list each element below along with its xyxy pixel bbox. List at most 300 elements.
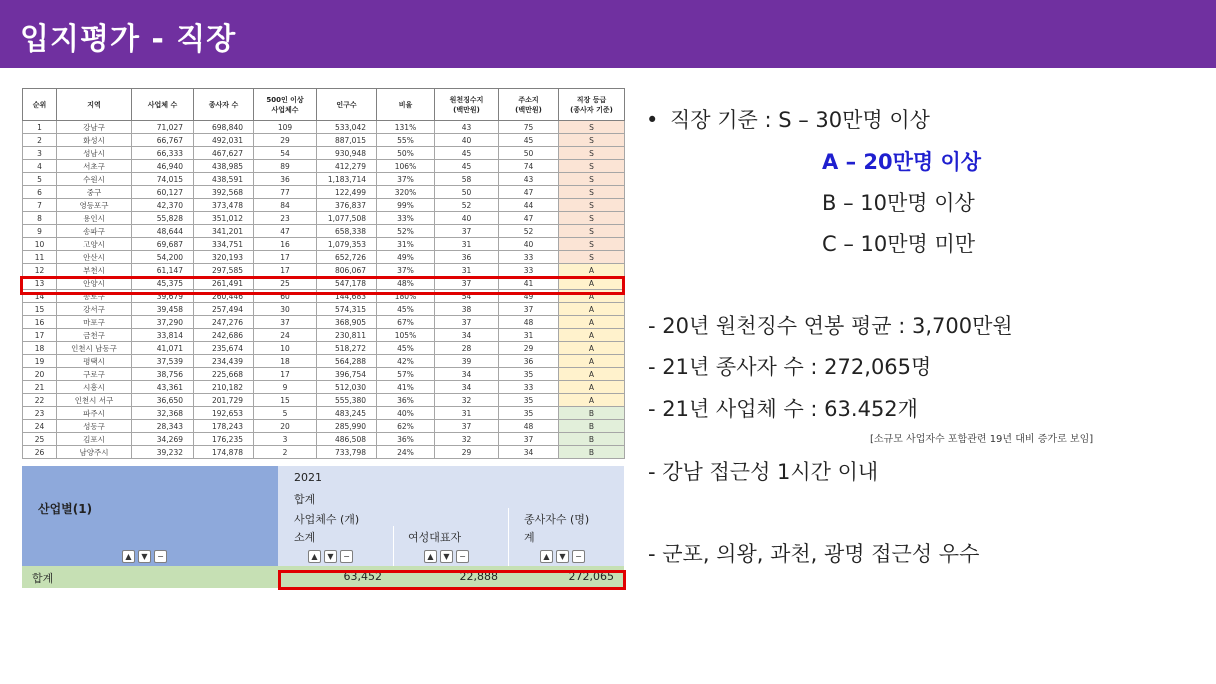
table-cell: A	[559, 342, 625, 355]
table-row	[23, 134, 625, 147]
chevron-down-icon[interactable]: ▼	[324, 550, 337, 563]
table-row	[23, 329, 625, 342]
table-cell: 45%	[377, 303, 435, 316]
table-cell: 김포시	[57, 433, 132, 446]
table-cell: 남양주시	[57, 446, 132, 459]
table-cell: 351,012	[194, 212, 254, 225]
table-cell: A	[559, 329, 625, 342]
table-cell: 57%	[377, 368, 435, 381]
table-cell: 4	[23, 160, 57, 173]
table-row	[23, 381, 625, 394]
table-cell: S	[559, 225, 625, 238]
table-cell: 109	[254, 121, 317, 134]
grade-a-text: A – 20만명 이상	[822, 150, 982, 174]
table-cell: 341,201	[194, 225, 254, 238]
table-cell: 60	[254, 290, 317, 303]
table-cell: 36	[499, 355, 559, 368]
table-cell: 225,668	[194, 368, 254, 381]
table-cell: 5	[254, 407, 317, 420]
table-cell: 28,343	[132, 420, 194, 433]
table-cell: 144,683	[317, 290, 377, 303]
pivot-total-header: 합계	[294, 493, 316, 506]
table-cell: 698,840	[194, 121, 254, 134]
table-cell: 안산시	[57, 251, 132, 264]
table-cell: S	[559, 199, 625, 212]
table-cell: 396,754	[317, 368, 377, 381]
table-cell: 39,679	[132, 290, 194, 303]
ranking-header-row	[23, 89, 625, 121]
table-cell: 483,245	[317, 407, 377, 420]
table-cell: 20	[23, 368, 57, 381]
table-cell: 122,499	[317, 186, 377, 199]
table-cell: 247,276	[194, 316, 254, 329]
column-header: 사업체 수	[132, 89, 194, 121]
table-row	[23, 394, 625, 407]
table-cell: 성동구	[57, 420, 132, 433]
table-cell: 320%	[377, 186, 435, 199]
table-cell: 강남구	[57, 121, 132, 134]
table-cell: 512,030	[317, 381, 377, 394]
table-cell: 74,015	[132, 173, 194, 186]
table-cell: 45,375	[132, 277, 194, 290]
table-cell: S	[559, 134, 625, 147]
table-cell: 58	[435, 173, 499, 186]
table-cell: 30	[254, 303, 317, 316]
column-header: 지역	[57, 89, 132, 121]
table-cell: 35	[499, 394, 559, 407]
table-cell: 285,990	[317, 420, 377, 433]
table-cell: 32,368	[132, 407, 194, 420]
chevron-up-icon[interactable]: ▲	[540, 550, 553, 563]
table-cell: 1	[23, 121, 57, 134]
pivot-row-header	[22, 466, 278, 566]
minus-icon[interactable]: −	[340, 550, 353, 563]
table-cell: 99%	[377, 199, 435, 212]
table-cell: 50	[499, 147, 559, 160]
table-cell: 10	[23, 238, 57, 251]
table-cell: 34	[435, 381, 499, 394]
table-cell: 22	[23, 394, 57, 407]
table-row	[23, 238, 625, 251]
table-cell: 806,067	[317, 264, 377, 277]
table-cell: B	[559, 433, 625, 446]
table-cell: 고양시	[57, 238, 132, 251]
table-cell: 574,315	[317, 303, 377, 316]
table-cell: 39,458	[132, 303, 194, 316]
table-cell: 50	[435, 186, 499, 199]
table-cell: A	[559, 355, 625, 368]
table-row	[23, 160, 625, 173]
table-cell: 52%	[377, 225, 435, 238]
table-row	[23, 433, 625, 446]
table-cell: 35	[499, 407, 559, 420]
table-cell: 34	[499, 446, 559, 459]
table-cell: 31	[435, 264, 499, 277]
table-cell: 373,478	[194, 199, 254, 212]
pivot-col3-controls	[540, 550, 585, 563]
table-cell: 1,183,714	[317, 173, 377, 186]
table-cell: 555,380	[317, 394, 377, 407]
table-cell: A	[559, 394, 625, 407]
table-cell: 368,905	[317, 316, 377, 329]
table-cell: 652,726	[317, 251, 377, 264]
stat-workers: - 21년 종사자 수 : 272,065명	[648, 355, 932, 379]
minus-icon[interactable]: −	[456, 550, 469, 563]
table-row	[23, 277, 625, 290]
table-cell: 39,232	[132, 446, 194, 459]
table-cell: 60,127	[132, 186, 194, 199]
table-cell: 시흥시	[57, 381, 132, 394]
table-cell: 46,940	[132, 160, 194, 173]
table-cell: 17	[254, 251, 317, 264]
table-cell: 종로구	[57, 290, 132, 303]
table-cell: 33	[499, 381, 559, 394]
table-cell: 11	[23, 251, 57, 264]
column-header: 500인 이상 사업체수	[254, 89, 317, 121]
table-cell: 40	[499, 238, 559, 251]
table-row	[23, 225, 625, 238]
table-cell: 37,539	[132, 355, 194, 368]
table-cell: 930,948	[317, 147, 377, 160]
table-cell: 47	[499, 186, 559, 199]
table-cell: 구로구	[57, 368, 132, 381]
table-cell: 중구	[57, 186, 132, 199]
table-cell: 37%	[377, 173, 435, 186]
table-cell: S	[559, 121, 625, 134]
table-cell: A	[559, 316, 625, 329]
table-cell: 성남시	[57, 147, 132, 160]
table-cell: 31%	[377, 238, 435, 251]
table-cell: 69,687	[132, 238, 194, 251]
table-cell: 45	[435, 160, 499, 173]
chevron-up-icon[interactable]: ▲	[308, 550, 321, 563]
pivot-total-female: 22,888	[459, 570, 498, 583]
table-cell: 인천시 남동구	[57, 342, 132, 355]
table-cell: 41%	[377, 381, 435, 394]
table-cell: 34,269	[132, 433, 194, 446]
grade-c-text: C – 10만명 미만	[822, 232, 976, 256]
table-row	[23, 251, 625, 264]
table-cell: 26	[23, 446, 57, 459]
table-cell: S	[559, 160, 625, 173]
table-cell: 16	[23, 316, 57, 329]
table-cell: 29	[499, 342, 559, 355]
table-cell: 412,279	[317, 160, 377, 173]
table-cell: 37	[499, 433, 559, 446]
table-cell: 62%	[377, 420, 435, 433]
table-cell: 안양시	[57, 277, 132, 290]
table-cell: A	[559, 264, 625, 277]
table-cell: 39	[435, 355, 499, 368]
table-cell: 242,686	[194, 329, 254, 342]
column-header: 직장 등급 (종사자 기준)	[559, 89, 625, 121]
table-cell: B	[559, 446, 625, 459]
table-cell: A	[559, 381, 625, 394]
table-cell: 8	[23, 212, 57, 225]
table-cell: 41	[499, 277, 559, 290]
table-row	[23, 420, 625, 433]
pivot-group-business: 사업체수 (개)	[294, 513, 360, 526]
table-cell: 31	[435, 238, 499, 251]
page-title: 입지평가 - 직장	[20, 22, 237, 57]
table-cell: 178,243	[194, 420, 254, 433]
pivot-total-workers: 272,065	[568, 570, 614, 583]
table-cell: S	[559, 251, 625, 264]
table-cell: S	[559, 212, 625, 225]
table-cell: 547,178	[317, 277, 377, 290]
stat-salary: - 20년 원천징수 연봉 평균 : 3,700만원	[648, 314, 1013, 338]
table-cell: 31	[499, 329, 559, 342]
table-cell: 49	[499, 290, 559, 303]
table-cell: 47	[254, 225, 317, 238]
table-cell: B	[559, 420, 625, 433]
highlight-box-totals	[278, 570, 626, 590]
table-cell: 13	[23, 277, 57, 290]
table-row	[23, 355, 625, 368]
table-cell: 297,585	[194, 264, 254, 277]
table-cell: 75	[499, 121, 559, 134]
table-cell: 52	[435, 199, 499, 212]
pivot-total-row-label: 합계	[32, 572, 54, 585]
chevron-up-icon[interactable]: ▲	[122, 550, 135, 563]
table-cell: 77	[254, 186, 317, 199]
table-cell: 33,814	[132, 329, 194, 342]
table-cell: 32	[435, 433, 499, 446]
table-cell: A	[559, 290, 625, 303]
pivot-row-controls	[122, 550, 167, 563]
table-cell: 34	[435, 368, 499, 381]
table-cell: 257,494	[194, 303, 254, 316]
ranking-table-body	[23, 121, 625, 459]
table-cell: 1,079,353	[317, 238, 377, 251]
pivot-column-headers	[278, 466, 624, 566]
table-cell: 174,878	[194, 446, 254, 459]
table-cell: 260,446	[194, 290, 254, 303]
table-cell: 40%	[377, 407, 435, 420]
table-cell: 486,508	[317, 433, 377, 446]
table-cell: 31	[435, 407, 499, 420]
table-cell: B	[559, 407, 625, 420]
table-cell: 261,491	[194, 277, 254, 290]
table-row	[23, 407, 625, 420]
table-cell: A	[559, 303, 625, 316]
table-cell: 9	[23, 225, 57, 238]
pivot-total-business: 63,452	[343, 570, 382, 583]
table-cell: 210,182	[194, 381, 254, 394]
table-row	[23, 446, 625, 459]
table-cell: 54,200	[132, 251, 194, 264]
table-cell: 71,027	[132, 121, 194, 134]
table-cell: 45%	[377, 342, 435, 355]
table-cell: 376,837	[317, 199, 377, 212]
table-cell: 48%	[377, 277, 435, 290]
stat-note: [소규모 사업자수 포함관련 19년 대비 증가로 보임]	[870, 434, 1094, 445]
table-cell: 492,031	[194, 134, 254, 147]
table-cell: 금천구	[57, 329, 132, 342]
table-cell: 12	[23, 264, 57, 277]
table-cell: S	[559, 238, 625, 251]
table-cell: 24	[23, 420, 57, 433]
column-header: 비율	[377, 89, 435, 121]
chevron-down-icon[interactable]: ▼	[556, 550, 569, 563]
table-cell: 16	[254, 238, 317, 251]
minus-icon[interactable]: −	[154, 550, 167, 563]
table-cell: 37	[435, 420, 499, 433]
table-cell: 평택시	[57, 355, 132, 368]
table-cell: 48,644	[132, 225, 194, 238]
table-cell: 파주시	[57, 407, 132, 420]
table-cell: 2	[254, 446, 317, 459]
minus-icon[interactable]: −	[572, 550, 585, 563]
table-cell: 29	[254, 134, 317, 147]
table-cell: 74	[499, 160, 559, 173]
table-cell: 37	[254, 316, 317, 329]
table-cell: 25	[254, 277, 317, 290]
table-cell: 17	[254, 264, 317, 277]
pivot-sub-total: 계	[524, 531, 535, 544]
table-cell: 45	[499, 134, 559, 147]
table-cell: 235,674	[194, 342, 254, 355]
table-cell: 37	[435, 277, 499, 290]
table-cell: 176,235	[194, 433, 254, 446]
table-cell: 38	[435, 303, 499, 316]
table-cell: 23	[254, 212, 317, 225]
table-cell: 48	[499, 316, 559, 329]
table-cell: 15	[23, 303, 57, 316]
table-cell: 44	[499, 199, 559, 212]
table-cell: 9	[254, 381, 317, 394]
table-row	[23, 368, 625, 381]
table-row	[23, 186, 625, 199]
pivot-sub-subtotal: 소계	[294, 531, 316, 544]
column-header: 원천징수지 (백만원)	[435, 89, 499, 121]
table-cell: 14	[23, 290, 57, 303]
table-cell: 20	[254, 420, 317, 433]
table-cell: 마포구	[57, 316, 132, 329]
table-cell: 37	[435, 225, 499, 238]
table-cell: 32	[435, 394, 499, 407]
table-cell: 105%	[377, 329, 435, 342]
table-cell: 25	[23, 433, 57, 446]
table-cell: 36%	[377, 433, 435, 446]
table-cell: 42%	[377, 355, 435, 368]
table-cell: 49%	[377, 251, 435, 264]
table-cell: 438,591	[194, 173, 254, 186]
table-cell: 29	[435, 446, 499, 459]
table-row	[23, 342, 625, 355]
table-cell: 43	[435, 121, 499, 134]
table-cell: 37	[499, 303, 559, 316]
chevron-up-icon[interactable]: ▲	[424, 550, 437, 563]
table-cell: 42,370	[132, 199, 194, 212]
ranking-table-container	[22, 88, 624, 459]
table-cell: 6	[23, 186, 57, 199]
column-header: 인구수	[317, 89, 377, 121]
stat-businesses: - 21년 사업체 수 : 63.452개	[648, 397, 918, 421]
table-cell: 106%	[377, 160, 435, 173]
table-cell: 180%	[377, 290, 435, 303]
table-cell: 5	[23, 173, 57, 186]
table-cell: 3	[254, 433, 317, 446]
table-cell: 43	[499, 173, 559, 186]
column-header: 주소지 (백만원)	[499, 89, 559, 121]
table-row	[23, 264, 625, 277]
table-cell: 19	[23, 355, 57, 368]
table-cell: 533,042	[317, 121, 377, 134]
table-cell: 89	[254, 160, 317, 173]
table-cell: 15	[254, 394, 317, 407]
table-cell: 48	[499, 420, 559, 433]
table-cell: 47	[499, 212, 559, 225]
table-cell: 7	[23, 199, 57, 212]
table-cell: 66,767	[132, 134, 194, 147]
table-row	[23, 212, 625, 225]
table-cell: 37	[435, 316, 499, 329]
table-cell: S	[559, 173, 625, 186]
pivot-sub-female: 여성대표자	[408, 531, 462, 544]
table-cell: 40	[435, 212, 499, 225]
table-cell: 438,985	[194, 160, 254, 173]
table-cell: 송파구	[57, 225, 132, 238]
column-header: 순위	[23, 89, 57, 121]
table-cell: 서초구	[57, 160, 132, 173]
criteria-line	[646, 104, 930, 134]
criteria-text: 직장 기준 : S – 30만명 이상	[670, 108, 930, 132]
table-cell: 41,071	[132, 342, 194, 355]
table-cell: 234,439	[194, 355, 254, 368]
table-cell: 21	[23, 381, 57, 394]
table-cell: 33	[499, 264, 559, 277]
table-cell: 201,729	[194, 394, 254, 407]
table-cell: 영등포구	[57, 199, 132, 212]
table-cell: 50%	[377, 147, 435, 160]
pivot-year: 2021	[294, 471, 322, 484]
summary-panel	[640, 0, 1210, 684]
chevron-down-icon[interactable]: ▼	[440, 550, 453, 563]
pivot-col2-controls	[424, 550, 469, 563]
table-cell: 강서구	[57, 303, 132, 316]
pivot-col1-controls	[308, 550, 353, 563]
pivot-table	[22, 466, 624, 588]
table-cell: 564,288	[317, 355, 377, 368]
pivot-row-header-label: 산업별(1)	[38, 502, 93, 516]
chevron-down-icon[interactable]: ▼	[138, 550, 151, 563]
table-cell: 230,811	[317, 329, 377, 342]
table-cell: 36,650	[132, 394, 194, 407]
table-cell: 733,798	[317, 446, 377, 459]
table-cell: 34	[435, 329, 499, 342]
table-cell: 43,361	[132, 381, 194, 394]
table-row	[23, 147, 625, 160]
table-cell: 55,828	[132, 212, 194, 225]
table-cell: 10	[254, 342, 317, 355]
table-cell: 45	[435, 147, 499, 160]
stat-nearby-access: - 군포, 의왕, 과천, 광명 접근성 우수	[648, 542, 980, 566]
table-cell: 37%	[377, 264, 435, 277]
table-cell: 2	[23, 134, 57, 147]
table-row	[23, 173, 625, 186]
table-cell: 24	[254, 329, 317, 342]
table-cell: 용인시	[57, 212, 132, 225]
table-cell: 23	[23, 407, 57, 420]
table-cell: 392,568	[194, 186, 254, 199]
column-header: 종사자 수	[194, 89, 254, 121]
table-cell: 54	[254, 147, 317, 160]
table-cell: 67%	[377, 316, 435, 329]
table-cell: 61,147	[132, 264, 194, 277]
table-cell: 131%	[377, 121, 435, 134]
table-cell: A	[559, 277, 625, 290]
